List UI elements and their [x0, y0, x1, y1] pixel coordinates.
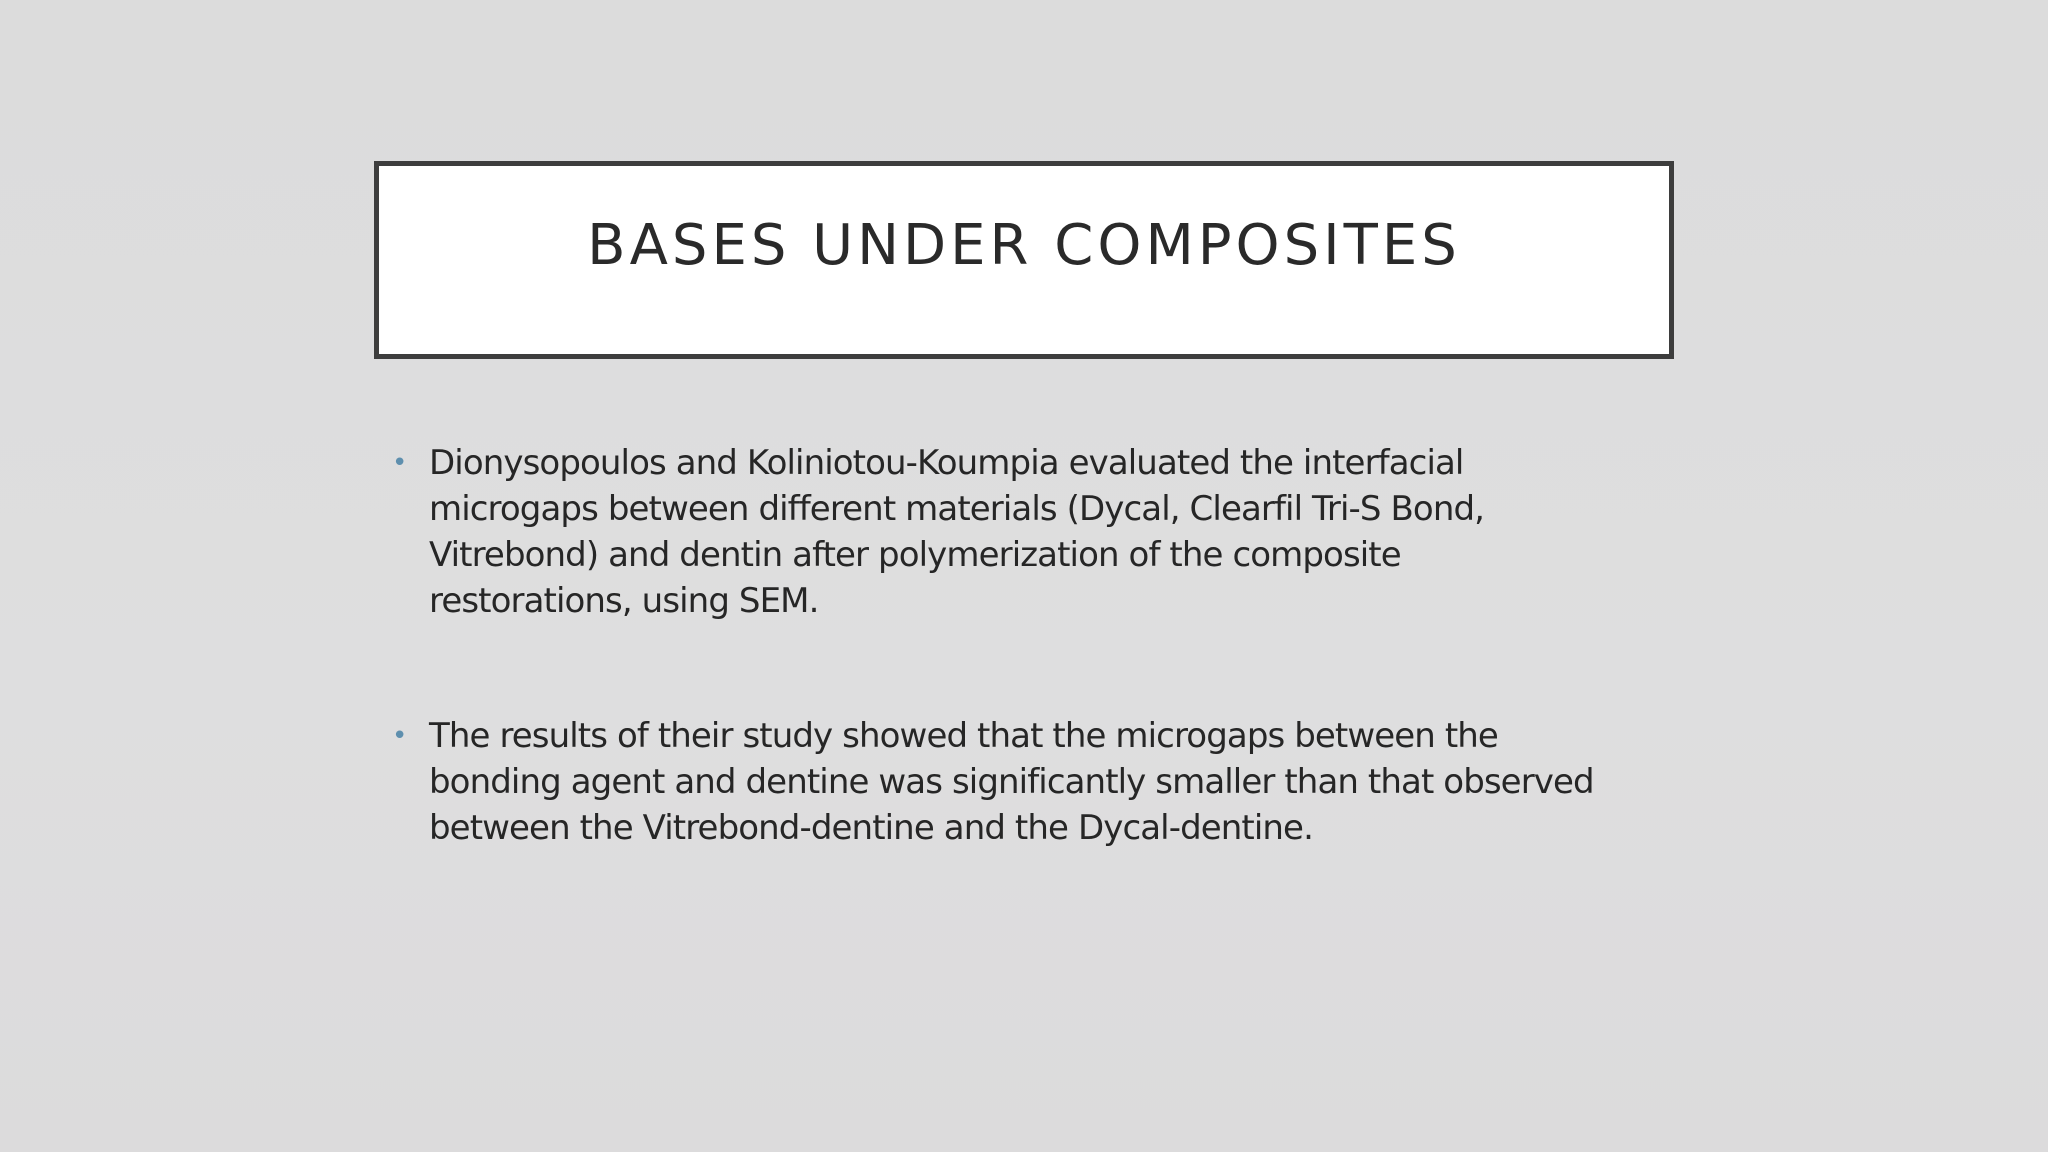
- bullet-icon: •: [392, 448, 407, 478]
- bullet-line: The results of their study showed that the microgaps between the: [429, 716, 1498, 756]
- title-box: [374, 161, 1674, 359]
- bullet-line: Vitrebond) and dentin after polymerization of the composite: [429, 535, 1401, 575]
- bullet-list: [386, 440, 1696, 851]
- bullet-line: restorations, using SEM.: [429, 581, 819, 621]
- slide-title: BASES UNDER COMPOSITES: [587, 213, 1461, 278]
- bullet-line: between the Vitrebond-dentine and the Dycal-dentine.: [429, 808, 1313, 848]
- bullet-line: bonding agent and dentine was significantly smaller than that observed: [429, 762, 1594, 802]
- bullet-item: [386, 440, 1696, 624]
- bullet-icon: •: [392, 721, 407, 751]
- bullet-line: microgaps between different materials (Dycal, Clearfil Tri-S Bond,: [429, 489, 1485, 529]
- bullet-item: [386, 713, 1696, 851]
- bullet-line: Dionysopoulos and Koliniotou-Koumpia evaluated the interfacial: [429, 443, 1464, 483]
